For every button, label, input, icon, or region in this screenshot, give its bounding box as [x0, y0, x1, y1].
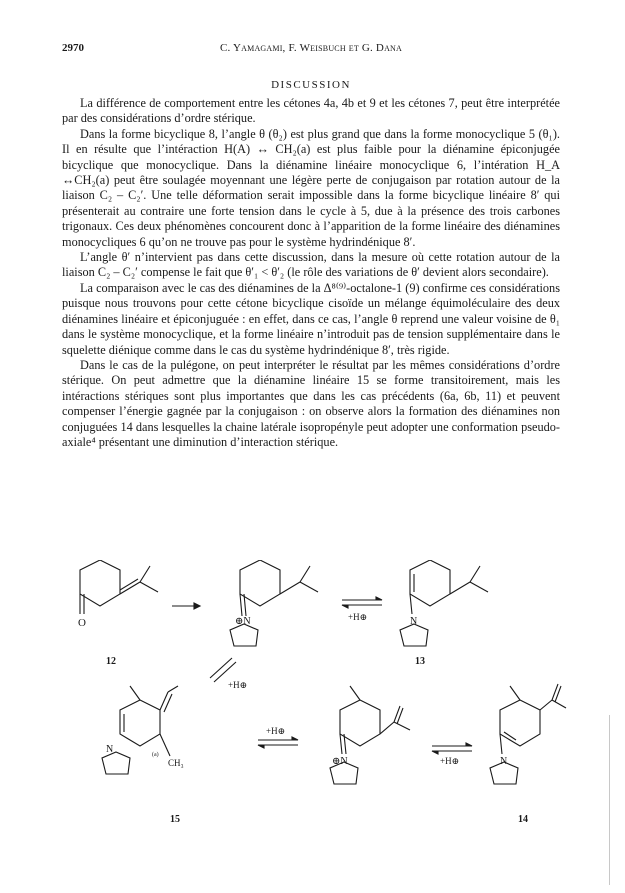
reagent-h-plus-2: +H⊕ [228, 680, 248, 690]
running-header [62, 42, 560, 58]
molecule-15 [102, 686, 178, 774]
paragraph-3: L’angle θ′ n’intervient pas dans cette discussion, dans la mesure où cette rotation autour de la liaison C₂ – C₂′ compense le fait que θ′₁ < θ′₂ (le rôle des variations de θ′ devient alors secondaire). [62, 250, 560, 280]
molecule-14 [490, 684, 566, 784]
atom-o: O [78, 617, 86, 629]
paragraph-4: La comparaison avec le cas des diénamines de la Δ⁸⁽⁹⁾-octalone-1 (9) confirme ces considérations puisque nous trouvons pour cette cétone bicyclique cisoïde un mélange équimoléculaire des deux diénamines linéaire et épiconjuguée : en effet, dans ce cas, l’angle θ reprend une valeur voisine de θ₁ dans le système monocyclique, et la forme linéaire n’introduit pas de tension supplémentaire dans le squelette diénique comme dans le cas du système hydrindénique 8′, très rigide. [62, 280, 560, 357]
atom-n-plus-top: ⊕N [235, 616, 251, 627]
methyl-label: CH₃ [168, 758, 184, 768]
diagonal-equilibrium-arrow [210, 658, 236, 682]
atom-n-plus-bottom: ⊕N [332, 756, 348, 767]
page-number: 2970 [62, 42, 84, 54]
equilibrium-arrows-top [342, 597, 382, 608]
arrow-forward [172, 603, 200, 609]
molecule-iminium-top [230, 560, 318, 646]
reagent-h-plus-3: +H⊕ [266, 726, 286, 736]
molecule-iminium-bottom [330, 686, 410, 784]
molecule-12 [80, 560, 158, 614]
molecule-13 [400, 560, 488, 646]
label-13: 13 [415, 656, 425, 667]
paragraph-5: Dans le cas de la pulégone, on peut interpréter le résultat par les mêmes considérations d’ordre stérique. On peut admettre que la diénamine linéaire 15 se forme transitoirement, mais les intéractions stériques sont plus importantes que dans les cas précédents (6a, 6b, 11) et peuvent compenser l’énergie gagnée par la conjugaison : on observe alors la formation des diénamines non conjuguées 14 dans lesquelles la chaine latérale isopropényle peut adopter une conformation pseudo-axiale⁴ présentant une diminution d’interaction stérique. [62, 357, 560, 449]
atom-n-14: N [500, 756, 508, 767]
reaction-scheme-svg [60, 560, 570, 880]
reagent-h-plus-4: +H⊕ [440, 756, 460, 766]
atom-n-15: N [106, 744, 114, 755]
author-line: C. Yamagami, F. Weisbuch et G. Dana [219, 42, 402, 54]
margin-rule [609, 715, 610, 885]
section-title: DISCUSSION [271, 79, 351, 91]
body-text [62, 96, 560, 450]
label-14: 14 [518, 814, 528, 825]
label-15: 15 [170, 814, 180, 825]
atom-n-13: N [410, 616, 418, 627]
reaction-scheme [60, 560, 570, 880]
reagent-h-plus-1: +H⊕ [348, 612, 368, 622]
equilibrium-arrows-bottom-left [258, 737, 298, 748]
label-12: 12 [106, 656, 116, 667]
paragraph-2: Dans la forme bicyclique 8, l’angle θ (θ₂) est plus grand que dans la forme monocyclique 5 (θ₁). Il en résulte que l’intéraction H(A) ↔ CH₂(a) est plus faible pour la diénamine épiconjugée bicyclique que monocyclique. Dans la diénamine linéaire monocyclique 6, l’intération H_A ↔CH₂(a) peut être soulagée moyennant une légère perte de conjugaison par rotation autour de la liaison C₂ – C₂′. Une telle déformation serait impossible dans la forme bicyclique linéaire 8′ qui présenterait au contraire une forte tension dans le cycle à 5, due à la présence des trois carbones trigonaux. Ces deux phénomènes concourent donc à l’apparition de la forme linéaire des diénamines monocycliques 6 qu’on ne trouve pas pour le système hydrindénique 8′. [62, 126, 560, 249]
equilibrium-arrows-bottom-right [432, 743, 472, 754]
paragraph-1: La différence de comportement entre les cétones 4a, 4b et 9 et les cétones 7, peut être interprétée par des considérations d’ordre stérique. [62, 96, 560, 126]
position-a-label: (a) [152, 752, 159, 758]
